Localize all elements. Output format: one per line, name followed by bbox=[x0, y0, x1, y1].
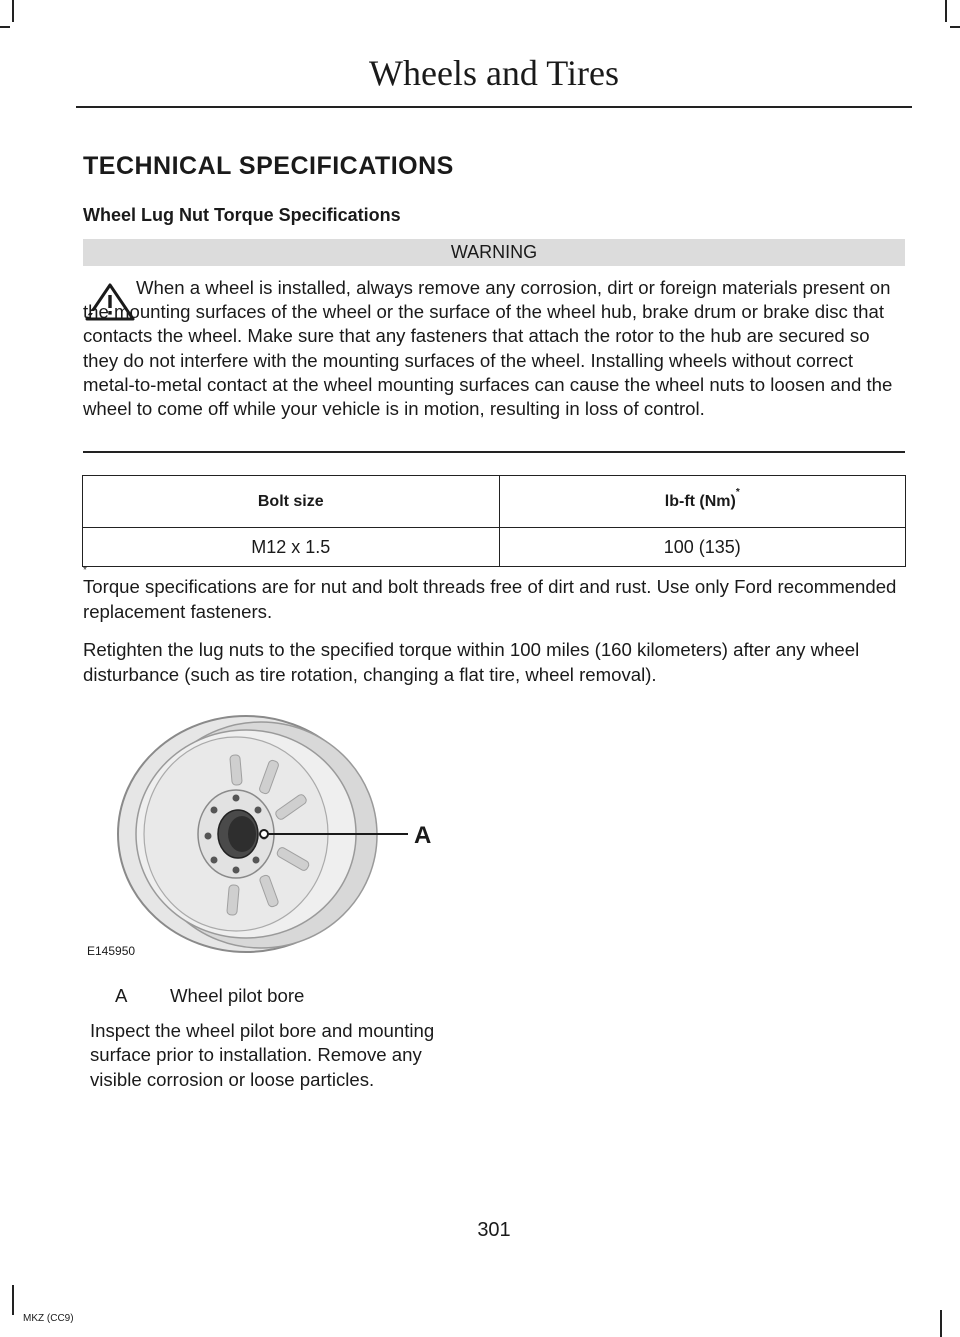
warning-text: When a wheel is installed, always remove any corrosion, dirt or foreign materials present on the mounting surfaces of the wheel or the surface of the wheel hub, brake drum or brake disc that contacts the wheel. Make sure that any fasteners that attach the rotor to the hub are secured so they do not interfere with the mounting surfaces of the wheel. Installing wheels without correct metal-to-metal contact at the wheel mounting surfaces can cause the wheel nuts to loosen and the wheel to come off while your vehicle is in motion, resulting in loss of control. bbox=[83, 277, 893, 420]
table-header-bolt-size: Bolt size bbox=[83, 476, 500, 528]
header-rule bbox=[76, 106, 912, 108]
wheel-illustration bbox=[86, 710, 446, 965]
footnote-text: Torque specifications are for nut and bolt threads free of dirt and rust. Use only Ford recommended replacement fasteners. bbox=[83, 576, 897, 622]
legend-label: Wheel pilot bore bbox=[170, 985, 305, 1006]
table-cell-bolt-size: M12 x 1.5 bbox=[83, 528, 500, 567]
warning-label: WARNING bbox=[83, 239, 905, 266]
section-title: TECHNICAL SPECIFICATIONS bbox=[83, 152, 454, 180]
crop-mark bbox=[940, 1310, 942, 1337]
retighten-paragraph: Retighten the lug nuts to the specified torque within 100 miles (160 kilometers) after any wheel disturbance (such as tire rotation, changing a flat tire, wheel removal). bbox=[83, 639, 860, 685]
section-subtitle: Wheel Lug Nut Torque Specifications bbox=[83, 205, 401, 225]
table-row bbox=[83, 528, 906, 567]
table-header-torque: lb-ft (Nm)* bbox=[499, 476, 905, 528]
footnote-mark: * bbox=[83, 565, 87, 576]
crop-mark bbox=[945, 0, 947, 22]
figure-code: E145950 bbox=[87, 944, 136, 958]
table-cell-torque: 100 (135) bbox=[499, 528, 905, 567]
crop-mark bbox=[12, 1285, 14, 1315]
legend-letter: A bbox=[115, 985, 128, 1006]
callout-label: A bbox=[414, 822, 432, 849]
inspect-paragraph: Inspect the wheel pilot bore and mounting surface prior to installation. Remove any visible corrosion or loose particles. bbox=[90, 1020, 435, 1090]
crop-mark bbox=[0, 26, 10, 28]
model-code: MKZ (CC9) bbox=[23, 1313, 74, 1324]
footnote-ref: * bbox=[735, 486, 740, 498]
table-header-row bbox=[83, 476, 906, 528]
crop-mark bbox=[12, 0, 14, 22]
crop-mark bbox=[950, 26, 960, 28]
page-number: 301 bbox=[477, 1219, 511, 1241]
page-header-title: Wheels and Tires bbox=[369, 53, 619, 93]
torque-spec-table bbox=[82, 475, 906, 567]
warning-rule bbox=[83, 451, 905, 453]
